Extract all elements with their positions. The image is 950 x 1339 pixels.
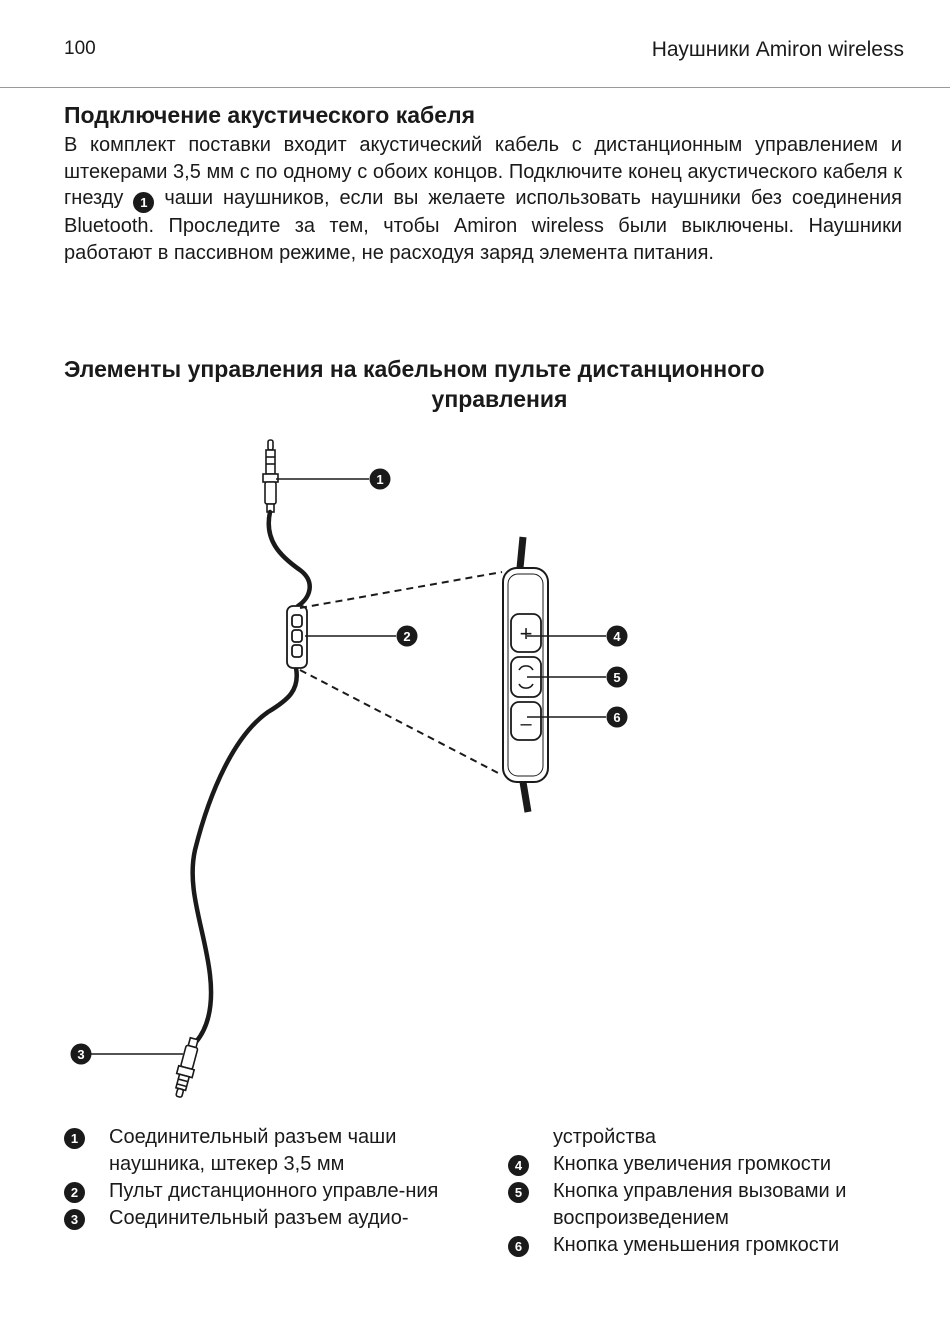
- bottom-jack-plug: [171, 1037, 202, 1099]
- legend-number: 6: [508, 1236, 529, 1257]
- minus-icon: –: [520, 713, 532, 735]
- legend-number: 3: [64, 1209, 85, 1230]
- plus-icon: +: [519, 621, 533, 646]
- body-text-part-2: чаши наушников, если вы желаете использовать наушники без соединения Bluetooth. Проследите за тем, чтобы Amiron wireless были выключены. Наушники работают в пассивном режиме, не расходуя заряд элемента питания.: [64, 187, 902, 264]
- legend-text: Кнопка управления вызовами и воспроизведением: [553, 1180, 847, 1229]
- heading-line-1: Элементы управления на кабельном пульте дистанционного: [64, 356, 765, 382]
- heading-line-2: управления: [431, 386, 568, 412]
- legend-text: Кнопка увеличения громкости: [553, 1153, 832, 1175]
- callout-badge-3: [71, 1044, 92, 1065]
- svg-text:4: 4: [613, 629, 621, 644]
- inline-remote-enlarged: [503, 537, 548, 812]
- svg-text:1: 1: [376, 472, 384, 487]
- legend-text: Кнопка уменьшения громкости: [553, 1234, 840, 1256]
- legend-item: [508, 1232, 908, 1259]
- zoom-guide-lines: [300, 572, 502, 775]
- legend-item: [64, 1205, 464, 1232]
- legend-text: Соединительный разъем чаши наушника, штекер 3,5 мм: [109, 1126, 397, 1175]
- legend-item: [64, 1178, 464, 1205]
- section-heading-remote-controls: [64, 354, 940, 414]
- running-header-title: Наушники Amiron wireless: [651, 38, 904, 61]
- top-jack-plug: [263, 440, 278, 512]
- legend-text: Соединительный разъем аудио-: [109, 1207, 409, 1229]
- inline-remote-small: [287, 606, 307, 668]
- inline-callout-badge: 1: [133, 192, 154, 213]
- legend-item: [64, 1124, 464, 1178]
- legend-number: 1: [64, 1128, 85, 1149]
- header-divider: [0, 87, 950, 88]
- callout-badge-1: [370, 469, 391, 490]
- section-heading-cable-connection: Подключение акустического кабеля: [64, 102, 476, 128]
- callout-badge-6: [607, 707, 628, 728]
- body-text-part-1: В комплект поставки входит акустический кабель с дистанционным управлением и штекерами 3,5 мм с по одному с обоих концов. Подключите конец акустического кабеля к гнезду: [64, 134, 902, 210]
- legend-right-column: [508, 1124, 908, 1259]
- svg-text:5: 5: [613, 670, 621, 685]
- legend-number: 5: [508, 1182, 529, 1203]
- callout-badge-5: [607, 667, 628, 688]
- legend-continuation-text: устройства: [553, 1126, 657, 1148]
- legend-text: Пульт дистанционного управле-ния: [109, 1180, 439, 1202]
- svg-text:2: 2: [403, 629, 411, 644]
- audio-cable: [193, 512, 310, 1042]
- callout-badge-4: [607, 626, 628, 647]
- callout-badge-2: [397, 626, 418, 647]
- legend-item: [508, 1151, 908, 1178]
- cable-remote-diagram: [0, 430, 950, 1110]
- svg-text:3: 3: [77, 1047, 85, 1062]
- body-paragraph: [64, 132, 902, 266]
- legend-number: 2: [64, 1182, 85, 1203]
- legend-number: 4: [508, 1155, 529, 1176]
- legend-item: [508, 1178, 908, 1232]
- legend-left-column: [64, 1124, 464, 1232]
- svg-text:6: 6: [613, 710, 621, 725]
- page-number: 100: [64, 38, 96, 59]
